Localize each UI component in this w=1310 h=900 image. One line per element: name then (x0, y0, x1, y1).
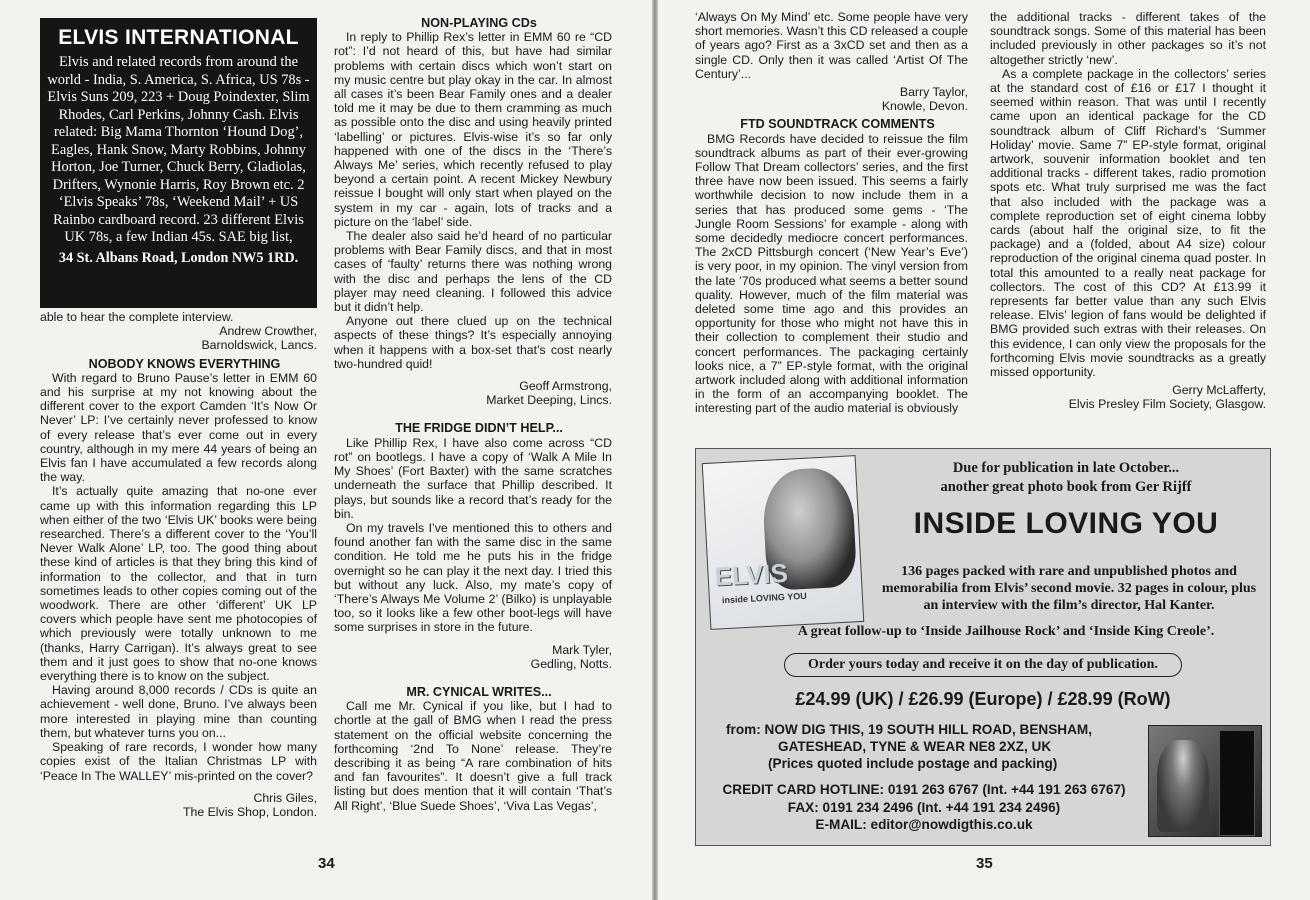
postage-note: (Prices quoted include postage and packing) (768, 756, 1058, 771)
column-3 (695, 10, 968, 416)
advert-body: Elvis and related records from around the world - India, S. America, S. Africa, US 78s - Elvis Suns 209, 223 + Doug Poindexter, Slim Rhodes, Carl Perkins, Johnny Cash. Elvis related: Big Mama Thornton ‘Hound Dog’, Eagles, Hank Snow, Marty Robbins, Johnny Horton, Joe Turner, Chuck Berry, Gladiolas, Drifters, Wynonie Harris, Roy Brown etc. 2 ‘Elvis Speaks’ 78s, ‘Weekend Mail’ + US Rainbo cardboard record. 23 different Elvis UK 78s, a few Indian 45s. SAE big list, (47, 54, 310, 245)
signature-name: Geoff Armstrong, (519, 379, 612, 394)
paragraph: Having around 8,000 records / CDs is quite an achievement - well done, Bruno. I’ve always been more interested in playing mine than counting them, but whatever turns you on... (40, 683, 317, 740)
paragraph: On my travels I’ve mentioned this to others and found another fan with the same disc in the same condition. He told me he puts his in the fridge overnight so he can play it the next day. I tried this but without any luck. Also, my mate’s copy of ‘There’s Always Me Volume 2’ (Bilko) is unplayable too, so it looks like a few other boot-legs will have some surprises in store in the future. (334, 520, 612, 635)
advert-title: ELVIS INTERNATIONAL (58, 26, 299, 49)
promo-line-1: Due for publication in late October... (952, 460, 1180, 476)
order-banner: Order yours today and receive it on the day of publication. (784, 653, 1182, 677)
article-heading: FTD SOUNDTRACK COMMENTS (740, 117, 935, 132)
signature-name: Andrew Crowther, (219, 324, 317, 339)
cover-subtitle: inside LOVING YOU (721, 590, 807, 606)
advert-address: 34 St. Albans Road, London NW5 1RD. (58, 249, 299, 266)
column-2 (334, 16, 612, 813)
column-1 (40, 310, 317, 819)
column-4 (990, 10, 1266, 412)
article-heading: MR. CYNICAL WRITES... (406, 684, 552, 699)
paragraph: As a complete package in the collectors’ series at the standard cost of £16 or £17 I thought it seemed within reason. That was until I recently came upon an identical package for the CD soundtrack album of Cliff Richard’s ‘Summer Holiday’ movie. Same 7” EP-style format, original artwork, souvenir information booklet and ten additional tracks - different takes, radio promotion spots etc. What truly surprised me was the fact that also included with the package was a complete reproduction set of eight cinema lobby cards (about half the original size, to fit the package) and a (folded, about A4 size) colour reproduction of the original cinema quad poster. In total this amounted to a really neat package for collectors. The cost of this CD? At £13.99 it represents far better value than any such Elvis release. Elvis’ legion of fans would be delighted if BMG provided such extras with their releases. On this evidence, I can only view the proposals for the forthcoming Elvis movie soundtracks as a greatly missed opportunity. (990, 66, 1266, 380)
email-address: E-MAIL: editor@nowdigthis.co.uk (815, 817, 1033, 832)
book-title: INSIDE LOVING YOU (913, 507, 1219, 540)
paragraph: In reply to Phillip Rex’s letter in EMM 60 re “CD rot”: I’d not heard of this, but have had similar problems with certain discs which won’t start on my music centre but play okay in the car. In almost all cases it’s been Bear Family ones and a dealer told me it may be due to them cramming as much as possible onto the disc and using heavily printed ‘labelling’ or pictures. Elvis-wise it’s so far only happened with one of the discs in the ‘There’s Always Me’ series, which recently refused to play beyond a certain point. A recent Mickey Newbury reissue I bought will only start when played on the system in my car - again, lots of tracks and a picture on the ‘label’ side. (334, 30, 612, 229)
signature-place: Knowle, Devon. (881, 99, 968, 114)
signature-place: Elvis Presley Film Society, Glasgow. (1068, 397, 1266, 412)
signature-name: Mark Tyler, (552, 642, 612, 657)
promo-intro (886, 459, 1246, 497)
address-line-1: from: NOW DIG THIS, 19 SOUTH HILL ROAD, BENSHAM, (726, 722, 1093, 737)
address-line-2: GATESHEAD, TYNE & WEAR NE8 2XZ, UK (778, 739, 1052, 754)
article-heading: NON-PLAYING CDs (421, 16, 537, 30)
credit-card-hotline: CREDIT CARD HOTLINE: 0191 263 6767 (Int. +44 191 263 6767) (722, 782, 1126, 797)
book-cover-image (702, 455, 865, 630)
paragraph: Call me Mr. Cynical if you like, but I had to chortle at the gall of BMG when I read the press statement on the official website concerning the forthcoming ‘2nd To None’ release. They’re describing it as being “A rare combination of hits and fan favourites”. It doesn’t give a full track listing but does mention that it will contain ‘That’s All Right’, ‘Blue Suede Shoes’, ‘Viva Las Vegas’, (334, 699, 612, 813)
order-address (726, 721, 1146, 772)
book-promo-advert (695, 448, 1271, 846)
signature-place: Barnoldswick, Lancs. (201, 338, 317, 353)
fax-number: FAX: 0191 234 2496 (Int. +44 191 234 2496) (787, 799, 1061, 815)
page-number: 35 (976, 855, 993, 872)
signature-name: Barry Taylor, (899, 85, 968, 100)
doorway-shape (1219, 730, 1255, 836)
signature-place: Market Deeping, Lincs. (486, 393, 612, 408)
paragraph: ‘Always On My Mind’ etc. Some people have very short memories. Wasn’t this CD released a couple of years ago? First as a 3xCD set and then as a single CD. Only then it was called ‘Artist Of The Century’... (695, 10, 968, 81)
follow-up-line: A great follow-up to ‘Inside Jailhouse Rock’ and ‘Inside King Creole’. (797, 624, 1215, 639)
figure-shape (1157, 740, 1209, 832)
elvis-international-advert (40, 18, 317, 308)
paragraph: Speaking of rare records, I wonder how many copies exist of the Italian Christmas LP with ‘Peace In The WALLEY’ mis-printed on the cover? (40, 740, 317, 783)
page-34 (0, 0, 652, 900)
page-number: 34 (318, 855, 335, 872)
contact-block (704, 781, 1144, 834)
signature-place: The Elvis Shop, London. (183, 804, 317, 819)
page-35 (658, 0, 1310, 900)
paragraph: It’s actually quite amazing that no-one ever came up with this information regarding this LP when either of the two ‘Elvis UK’ books were being researched. There’s a different cover to the ‘You’ll Never Walk Alone’ LP, too. The good thing about these kind of articles is that they bring this kind of information to the collector, and that in turn sometimes leads to other copies coming out of the woodwork. There are other ‘different’ UK LP covers which people have sent me photocopies of which previously were totally unknown to me (thanks, Harry Carrigan). It’s always great to see them and it just goes to show that no-one knows everything there is to know on the subject. (40, 484, 317, 684)
paragraph: the additional tracks - different takes of the soundtrack songs. Some of this material has been included previously in other packages so it’s not altogether strictly ‘new’. (990, 10, 1266, 67)
article-heading: THE FRIDGE DIDN’T HELP... (395, 421, 563, 436)
book-description: 136 pages packed with rare and unpublished photos and memorabilia from Elvis’ second movie. 32 pages in colour, plus an interview with the film’s director, Hal Kanter. (881, 564, 1257, 613)
paragraph: BMG Records have decided to reissue the film soundtrack albums as part of their ever-growing Follow That Dream collectors’ series, and the first three have now been issued. This seems a fairly worthwhile decision to now include them in a series that has produced some gems - ‘The Jungle Room Sessions’ for example - along with some decidedly mediocre concert performances. The 2xCD Pittsburgh concert (‘New Year’s Eve’) is very poor, in my opinion. The vinyl version from the late ’70s produced what seems a better sound quality. However, much of the film material was deleted some time ago and this provides an opportunity for those who might not have this in their collection to complement their studio and concert performances. The packaging certainly looks nice, a 7” EP-style format, with the original artwork included along with additional information in the form of an accompanying booklet. The interesting part of the audio material is obviously (695, 131, 968, 416)
paragraph: With regard to Bruno Pause’s letter in EMM 60 and his surprise at my not knowing about the different cover to the export Camden ‘It’s Now Or Never’ LP: I’ve certainly never professed to know of every release that’s ever come out in every country, although in my mere 44 years of being an Elvis fan I have accumulated a few records along the way. (40, 370, 317, 485)
film-still-photo (1148, 725, 1262, 837)
promo-line-2: another great photo book from Ger Rijff (940, 479, 1192, 495)
price-line: £24.99 (UK) / £26.99 (Europe) / £28.99 (RoW) (795, 689, 1171, 709)
signature-name: Chris Giles, (253, 790, 317, 805)
article-heading: NOBODY KNOWS EVERYTHING (88, 356, 281, 371)
paragraph: Anyone out there clued up on the technical aspects of these things? It’s especially annoying when it happens with a box-set that’s cost nearly two-hundred quid! (334, 314, 612, 371)
continued-text: able to hear the complete interview. (40, 310, 234, 324)
paragraph: The dealer also said he’d heard of no particular problems with Bear Family discs, and that in most cases of ‘faulty’ returns there was nothing wrong with the disc and perhaps the lens of the CD player may need cleaning. I followed this advice but it didn’t help. (334, 229, 612, 315)
paragraph: Like Phillip Rex, I have also come across “CD rot” on bootlegs. I have a copy of ‘Walk A Mile In My Shoes’ (Fort Baxter) with the same scratches underneath the surface that Phillip described. It plays, but sounds like a record that’s ready for the bin. (334, 435, 612, 521)
signature-place: Gedling, Notts. (530, 656, 612, 671)
signature-name: Gerry McLafferty, (1172, 383, 1266, 398)
cover-title: ELVIS (713, 557, 789, 592)
